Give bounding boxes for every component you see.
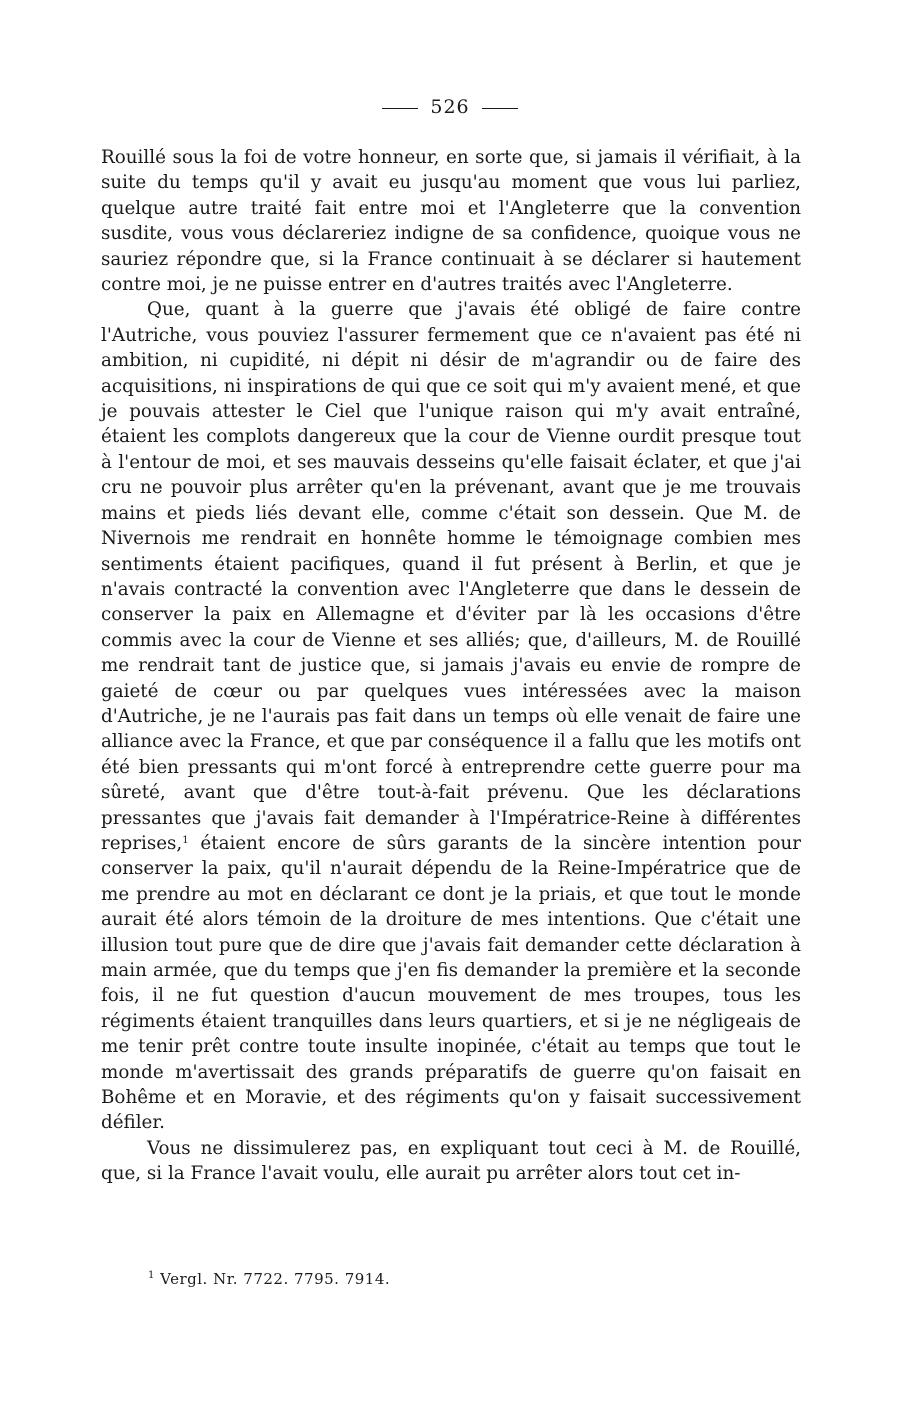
body-text <box>101 145 801 1187</box>
paragraph-2 <box>101 297 801 1135</box>
footnote-reference: 1 <box>182 834 189 846</box>
header-dash-right <box>482 108 518 109</box>
paragraph-1: Rouillé sous la foi de votre honneur, en sorte que, si jamais il vérifiait, à la suite du temps qu'il y avait eu jusqu'au moment que vous lui parliez, quelque autre traité fait entre moi et l'Angleterre que la convention susdite, vous vous déclareriez indigne de sa confidence, quoique vous ne sauriez répondre que, si la France continuait à se déclarer si hautement contre moi, je ne puisse entrer en d'autres traités avec l'Angleterre. <box>101 147 801 296</box>
header-dash-left <box>382 108 418 109</box>
footnote <box>148 1270 390 1288</box>
page-number: 526 <box>430 96 470 118</box>
paragraph-3: Vous ne dissimulerez pas, en expliquant tout ceci à M. de Rouillé, que, si la France l'avait voulu, elle aurait pu arrêter alors tout cet in- <box>101 1137 801 1185</box>
paragraph-2-part-2: étaient encore de sûrs garants de la sincère intention pour conserver la paix, qu'il n'aurait dépendu de la Reine-Impératrice que de me prendre au mot en déclarant ce dont je la priais, et que tout le monde aurait été alors témoin de la droiture de mes intentions. Que c'était une illusion tout pure que de dire que j'avais fait demander cette déclaration à main armée, que du temps que j'en fis demander la première et la seconde fois, il ne fut question d'aucun mouvement de mes troupes, tous les régiments étaient tranquilles dans leurs quartiers, et si je ne négligeais de me tenir prêt contre toute insulte inopinée, c'était au temps que tout le monde m'avertissait des grands préparatifs de guerre qu'on faisait en Bohême et en Moravie, et des régiments qu'on y faisait successivement défiler. <box>101 832 801 1134</box>
paragraph-2-part-1: Que, quant à la guerre que j'avais été obligé de faire contre l'Autriche, vous pouviez l'assurer fermement que ce n'avaient pas été ni ambition, ni cupidité, ni dépit ni désir de m'agrandir ou de faire des acquisitions, ni inspirations de qui que ce soit qui m'y avaient mené, et que je pouvais attester le Ciel que l'unique raison qui m'y avait entraîné, étaient les complots dangereux que la cour de Vienne ourdit presque tout à l'entour de moi, et ses mauvais desseins qu'elle faisait éclater, et que j'ai cru ne pouvoir plus arrêter qu'en la prévenant, avant que je me trouvais mains et pieds liés devant elle, comme c'était son dessein. Que M. de Nivernois me rendrait en honnête homme le témoignage combien mes sentiments étaient pacifiques, quand il fut présent à Berlin, et que je n'avais contracté la convention avec l'Angleterre que dans le dessein de conserver la paix en Allemagne et d'éviter par là les occasions d'être commis avec la cour de Vienne et ses alliés; que, d'ailleurs, M. de Rouillé me rendrait tant de justice que, si jamais j'avais eu envie de rompre de gaieté de cœur ou par quelques vues intéressées avec la maison d'Autriche, je ne l'aurais pas fait dans un temps où elle venait de faire une alliance avec la France, et que par conséquence il a fallu que les motifs ont été bien pressants qui m'ont forcé à entreprendre cette guerre pour ma sûreté, avant que d'être tout-à-fait prévenu. Que les déclarations pressantes que j'avais fait demander à l'Impératrice-Reine à différentes reprises, <box>101 299 801 854</box>
footnote-marker: 1 <box>148 1270 155 1281</box>
page-header <box>0 96 900 118</box>
footnote-text: Vergl. Nr. 7722. 7795. 7914. <box>160 1270 391 1288</box>
